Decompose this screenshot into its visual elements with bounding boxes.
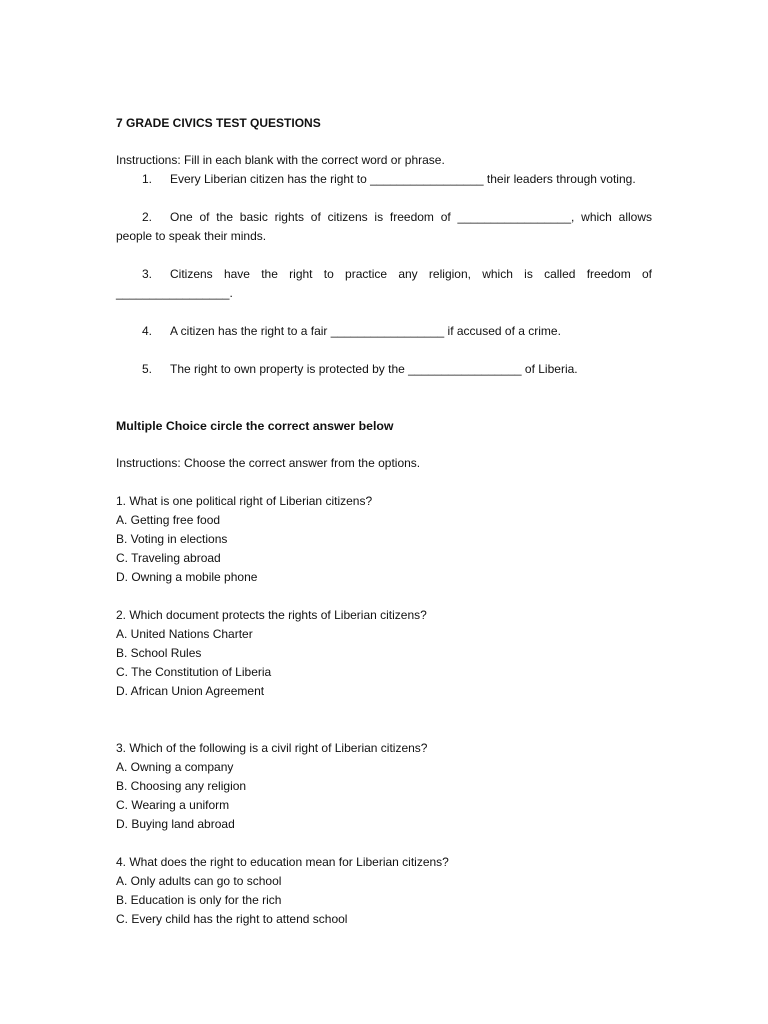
item-text-continued: people to speak their minds. xyxy=(116,229,267,243)
answer-option: D. African Union Agreement xyxy=(116,684,265,698)
answer-option: D. Owning a mobile phone xyxy=(116,570,258,584)
answer-option: B. Education is only for the rich xyxy=(116,893,282,907)
question-text: 1. What is one political right of Liberian citizens? xyxy=(116,494,373,508)
item-text-continued: _________________. xyxy=(116,286,233,300)
item-text: A citizen has the right to a fair _________________ if accused of a crime. xyxy=(170,324,561,338)
answer-option: B. Choosing any religion xyxy=(116,779,247,793)
answer-option: C. Wearing a uniform xyxy=(116,798,230,812)
answer-option: C. The Constitution of Liberia xyxy=(116,665,272,679)
item-number: 5. xyxy=(142,362,153,376)
question-text: 3. Which of the following is a civil right of Liberian citizens? xyxy=(116,741,428,755)
answer-option: C. Every child has the right to attend school xyxy=(116,912,348,926)
item-number: 1. xyxy=(142,172,153,186)
multiple-choice-heading: Multiple Choice circle the correct answer below xyxy=(116,419,394,433)
answer-option: A. Getting free food xyxy=(116,513,221,527)
fill-blank-instructions: Instructions: Fill in each blank with the correct word or phrase. xyxy=(116,153,445,167)
item-number: 3. xyxy=(142,267,153,281)
question-text: 2. Which document protects the rights of Liberian citizens? xyxy=(116,608,427,622)
answer-option: A. United Nations Charter xyxy=(116,627,253,641)
item-text: Citizens have the right to practice any religion, which is called freedom of xyxy=(170,267,652,281)
answer-option: A. Owning a company xyxy=(116,760,234,774)
answer-option: A. Only adults can go to school xyxy=(116,874,282,888)
item-number: 2. xyxy=(142,210,153,224)
answer-option: B. School Rules xyxy=(116,646,202,660)
item-number: 4. xyxy=(142,324,153,338)
item-text: Every Liberian citizen has the right to _________________ their leaders through voting. xyxy=(170,172,636,186)
answer-option: C. Traveling abroad xyxy=(116,551,221,565)
question-text: 4. What does the right to education mean for Liberian citizens? xyxy=(116,855,449,869)
multiple-choice-instructions: Instructions: Choose the correct answer from the options. xyxy=(116,456,421,470)
page-title: 7 GRADE CIVICS TEST QUESTIONS xyxy=(116,116,321,130)
answer-option: D. Buying land abroad xyxy=(116,817,235,831)
answer-option: B. Voting in elections xyxy=(116,532,228,546)
item-text: One of the basic rights of citizens is freedom of _________________, which allows xyxy=(170,210,652,224)
item-text: The right to own property is protected by the _________________ of Liberia. xyxy=(170,362,578,376)
